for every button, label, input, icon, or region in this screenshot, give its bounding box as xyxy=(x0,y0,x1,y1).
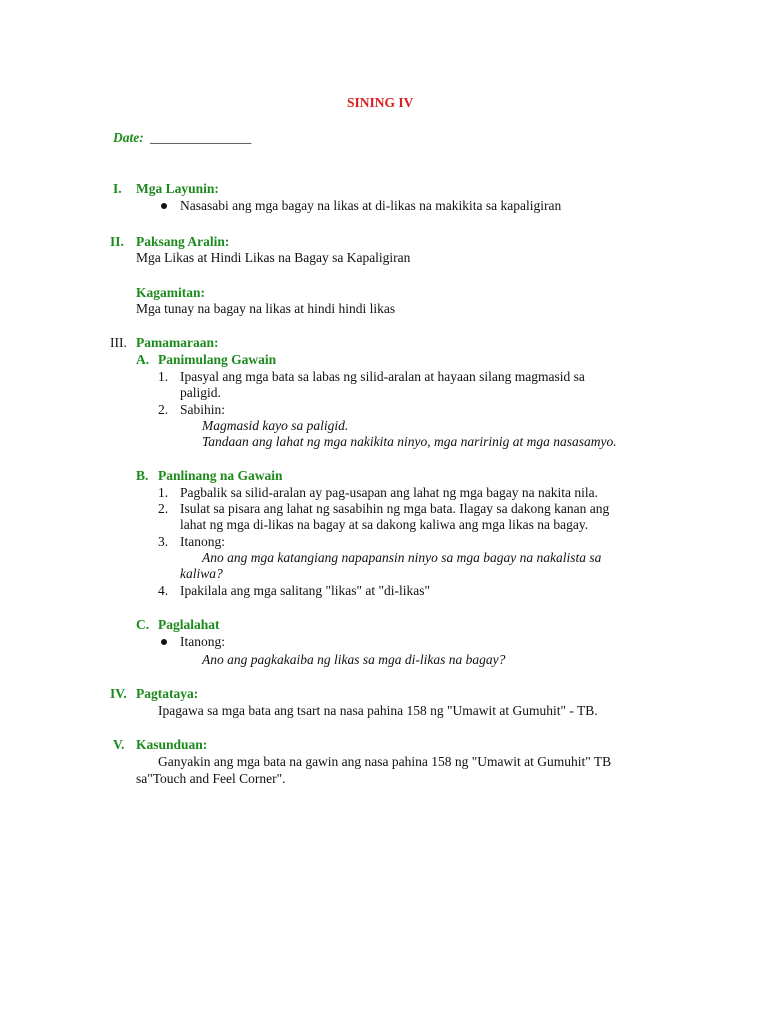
bullet-icon xyxy=(161,203,167,209)
page-title: SINING IV xyxy=(347,95,414,110)
materials-text: Mga tunay na bagay na likas at hindi hindi likas xyxy=(136,301,396,316)
italic-quote-continued: kaliwa? xyxy=(180,566,223,581)
section-1-number: I. xyxy=(113,181,122,196)
section-3-number: III. xyxy=(110,335,127,350)
italic-quote: Tandaan ang lahat ng mga nakikita ninyo, mga naririnig at mga nasasamyo. xyxy=(202,434,617,449)
list-number: 2. xyxy=(158,501,169,516)
section-4-number: IV. xyxy=(110,686,127,701)
assignment-text-continued: sa"Touch and Feel Corner". xyxy=(136,771,286,786)
list-item: Sabihin: xyxy=(180,402,226,417)
italic-quote: Magmasid kayo sa paligid. xyxy=(202,418,349,433)
list-number: 4. xyxy=(158,583,169,598)
date-blank: _______________ xyxy=(150,130,252,145)
subsection-a-heading: Panimulang Gawain xyxy=(158,352,277,367)
section-1-heading: Mga Layunin: xyxy=(136,181,219,196)
subsection-c-letter: C. xyxy=(136,617,150,632)
list-item: Ipasyal ang mga bata sa labas ng silid-aralan at hayaan silang magmasid sa xyxy=(180,369,585,384)
section-5-number: V. xyxy=(113,737,125,752)
list-item: Isulat sa pisara ang lahat ng sasabihin ng mga bata. Ilagay sa dakong kanan ang xyxy=(180,501,610,516)
subsection-c-heading: Paglalahat xyxy=(158,617,220,632)
list-number: 2. xyxy=(158,402,169,417)
italic-quote: Ano ang mga katangiang napapansin ninyo sa mga bagay na nakalista sa xyxy=(202,550,602,565)
subsection-b-letter: B. xyxy=(136,468,149,483)
evaluation-text: Ipagawa sa mga bata ang tsart na nasa pahina 158 ng "Umawit at Gumuhit" - TB. xyxy=(158,703,598,718)
section-3-heading: Pamamaraan: xyxy=(136,335,219,350)
section-2-heading: Paksang Aralin: xyxy=(136,234,230,249)
section-5-heading: Kasunduan: xyxy=(136,737,208,752)
list-item-continued: lahat ng mga di-likas na bagay at sa dakong kaliwa ang mga likas na bagay. xyxy=(180,517,589,532)
list-item: Pagbalik sa silid-aralan ay pag-usapan ang lahat ng mga bagay na nakita nila. xyxy=(180,485,598,500)
objective-text: Nasasabi ang mga bagay na likas at di-likas na makikita sa kapaligiran xyxy=(180,198,562,213)
assignment-text: Ganyakin ang mga bata na gawin ang nasa pahina 158 ng "Umawit at Gumuhit" TB xyxy=(158,754,612,769)
italic-quote: Ano ang pagkakaiba ng likas sa mga di-likas na bagay? xyxy=(202,652,506,667)
topic-text: Mga Likas at Hindi Likas na Bagay sa Kapaligiran xyxy=(136,250,411,265)
list-item: Itanong: xyxy=(180,634,225,649)
date-label: Date: xyxy=(113,130,144,145)
list-item: Itanong: xyxy=(180,534,225,549)
list-number: 1. xyxy=(158,485,169,500)
list-item-continued: paligid. xyxy=(180,385,221,400)
subsection-b-heading: Panlinang na Gawain xyxy=(158,468,283,483)
section-2-number: II. xyxy=(110,234,124,249)
bullet-icon xyxy=(161,639,167,645)
list-number: 1. xyxy=(158,369,169,384)
subsection-a-letter: A. xyxy=(136,352,150,367)
list-number: 3. xyxy=(158,534,169,549)
list-item: Ipakilala ang mga salitang "likas" at "di-likas" xyxy=(180,583,430,598)
section-4-heading: Pagtataya: xyxy=(136,686,199,701)
materials-heading: Kagamitan: xyxy=(136,285,205,300)
